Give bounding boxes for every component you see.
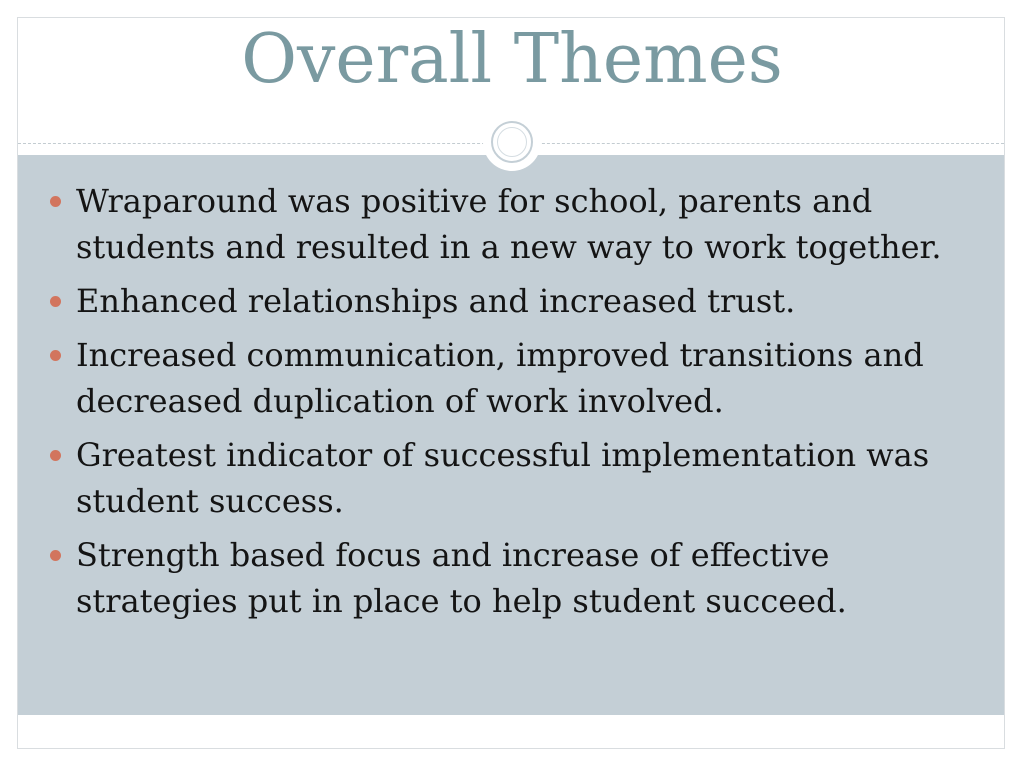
- bullet-item: [48, 532, 978, 624]
- circle-ornament-icon: [483, 113, 541, 171]
- bullet-item: [48, 432, 978, 524]
- bullet-item: [48, 178, 978, 270]
- bullet-dot-icon: [50, 350, 61, 361]
- ornament-ring: [491, 121, 533, 163]
- bullet-item: [48, 278, 978, 324]
- bullet-text: Increased communication, improved transitions and decreased duplication of work involved.: [76, 336, 924, 420]
- bullet-dot-icon: [50, 450, 61, 461]
- bullet-dot-icon: [50, 296, 61, 307]
- bullet-item: [48, 332, 978, 424]
- bullet-text: Greatest indicator of successful implementation was student success.: [76, 436, 930, 520]
- bullet-dot-icon: [50, 550, 61, 561]
- bullet-text: Enhanced relationships and increased trust.: [76, 282, 796, 320]
- bullet-text: Wraparound was positive for school, parents and students and resulted in a new way to work together.: [76, 182, 942, 266]
- ornament-inner-ring: [497, 127, 527, 157]
- bullet-list: [48, 178, 978, 632]
- bullet-text: Strength based focus and increase of effective strategies put in place to help student succeed.: [76, 536, 847, 620]
- bullet-dot-icon: [50, 196, 61, 207]
- slide-title: Overall Themes: [241, 20, 783, 99]
